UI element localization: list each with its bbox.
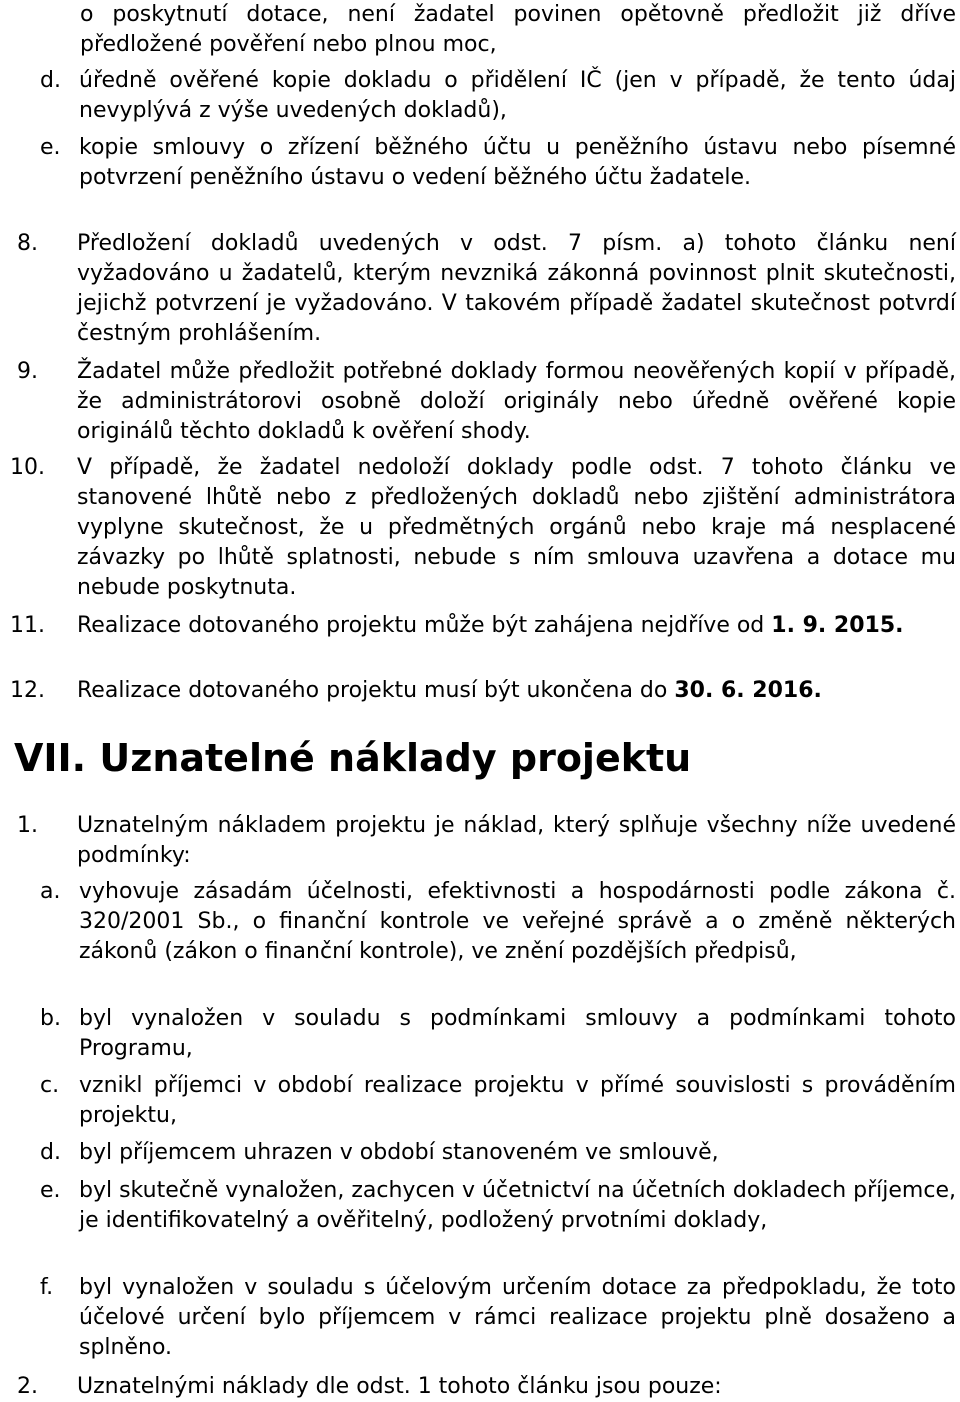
section-heading: VII. Uznatelné náklady projektu xyxy=(14,736,692,780)
list-marker: a. xyxy=(40,879,61,904)
paragraph-number: 10. xyxy=(10,455,45,480)
start-date: 1. 9. 2015. xyxy=(771,613,904,638)
paragraph-number: 8. xyxy=(17,231,38,256)
end-date: 30. 6. 2016. xyxy=(674,678,822,703)
paragraph-text xyxy=(77,611,956,641)
paragraph-number: 2. xyxy=(17,1374,38,1399)
paragraph-text xyxy=(77,676,956,706)
list-item-text: byl vynaložen v souladu s účelovým určením dotace za předpokladu, že toto účelové určení bylo příjemcem v rámci realizace projektu plně dosaženo a splněno. xyxy=(79,1275,956,1360)
list-marker: e. xyxy=(40,1178,61,1203)
paragraph-text: V případě, že žadatel nedoloží doklady podle odst. 7 tohoto článku ve stanovené lhůtě nebo z předložených dokladů nebo zjištění administrátora vyplyne skutečnost, že u předmětných orgánů nebo kraje má nesplacené závazky po lhůtě splatnosti, nebude s ním smlouva uzavřena a dotace mu nebude poskytnuta. xyxy=(77,455,956,600)
list-marker: b. xyxy=(40,1006,61,1031)
continuation-text: o poskytnutí dotace, není žadatel povinen opětovně předložit již dříve předložené pověření nebo plnou moc, xyxy=(80,2,956,57)
paragraph-text-main: Realizace dotovaného projektu musí být ukončena do xyxy=(77,678,668,703)
list-marker: d. xyxy=(40,1140,61,1165)
paragraph-number: 1. xyxy=(17,813,38,838)
list-marker: d. xyxy=(40,68,61,93)
paragraph-number: 9. xyxy=(17,359,38,384)
paragraph-text: Předložení dokladů uvedených v odst. 7 písm. a) tohoto článku není vyžadováno u žadatelů, kterým nevzniká zákonná povinnost plnit skutečnosti, jejichž potvrzení je vyžadováno. V takovém případě žadatel skutečnost potvrdí čestným prohlášením. xyxy=(77,231,956,346)
list-marker: f. xyxy=(40,1275,54,1300)
list-item-text: byl vynaložen v souladu s podmínkami smlouvy a podmínkami tohoto Programu, xyxy=(79,1006,956,1061)
list-item-text: kopie smlouvy o zřízení běžného účtu u peněžního ústavu nebo písemné potvrzení peněžního ústavu o vedení běžného účtu žadatele. xyxy=(79,135,956,190)
list-item-text: byl příjemcem uhrazen v období stanoveném ve smlouvě, xyxy=(79,1140,719,1165)
paragraph-text: Žadatel může předložit potřebné doklady formou neověřených kopií v případě, že administrátorovi osobně doloží originály nebo úředně ověřené kopie originálů těchto dokladů k ověření shody. xyxy=(77,359,956,444)
list-marker: e. xyxy=(40,135,61,160)
list-item-text: vznikl příjemci v období realizace projektu v přímé souvislosti s prováděním projektu, xyxy=(79,1073,956,1128)
list-item-text: byl skutečně vynaložen, zachycen v účetnictví na účetních dokladech příjemce, je identifikovatelný a ověřitelný, podložený prvotními doklady, xyxy=(79,1178,956,1233)
paragraph-number: 11. xyxy=(10,613,45,638)
list-item-text: úředně ověřené kopie dokladu o přidělení IČ (jen v případě, že tento údaj nevyplývá z výše uvedených dokladů), xyxy=(79,68,956,123)
paragraph-text: Uznatelnými náklady dle odst. 1 tohoto článku jsou pouze: xyxy=(77,1374,722,1399)
paragraph-text-main: Realizace dotovaného projektu může být zahájena nejdříve od xyxy=(77,613,765,638)
list-marker: c. xyxy=(40,1073,60,1098)
paragraph-number: 12. xyxy=(10,678,45,703)
list-item-text: vyhovuje zásadám účelnosti, efektivnosti a hospodárnosti podle zákona č. 320/2001 Sb., o finanční kontrole ve veřejné správě a o změně některých zákonů (zákon o finanční kontrole), ve znění pozdějších předpisů, xyxy=(79,879,956,964)
paragraph-text: Uznatelným nákladem projektu je náklad, který splňuje všechny níže uvedené podmínky: xyxy=(77,813,956,868)
